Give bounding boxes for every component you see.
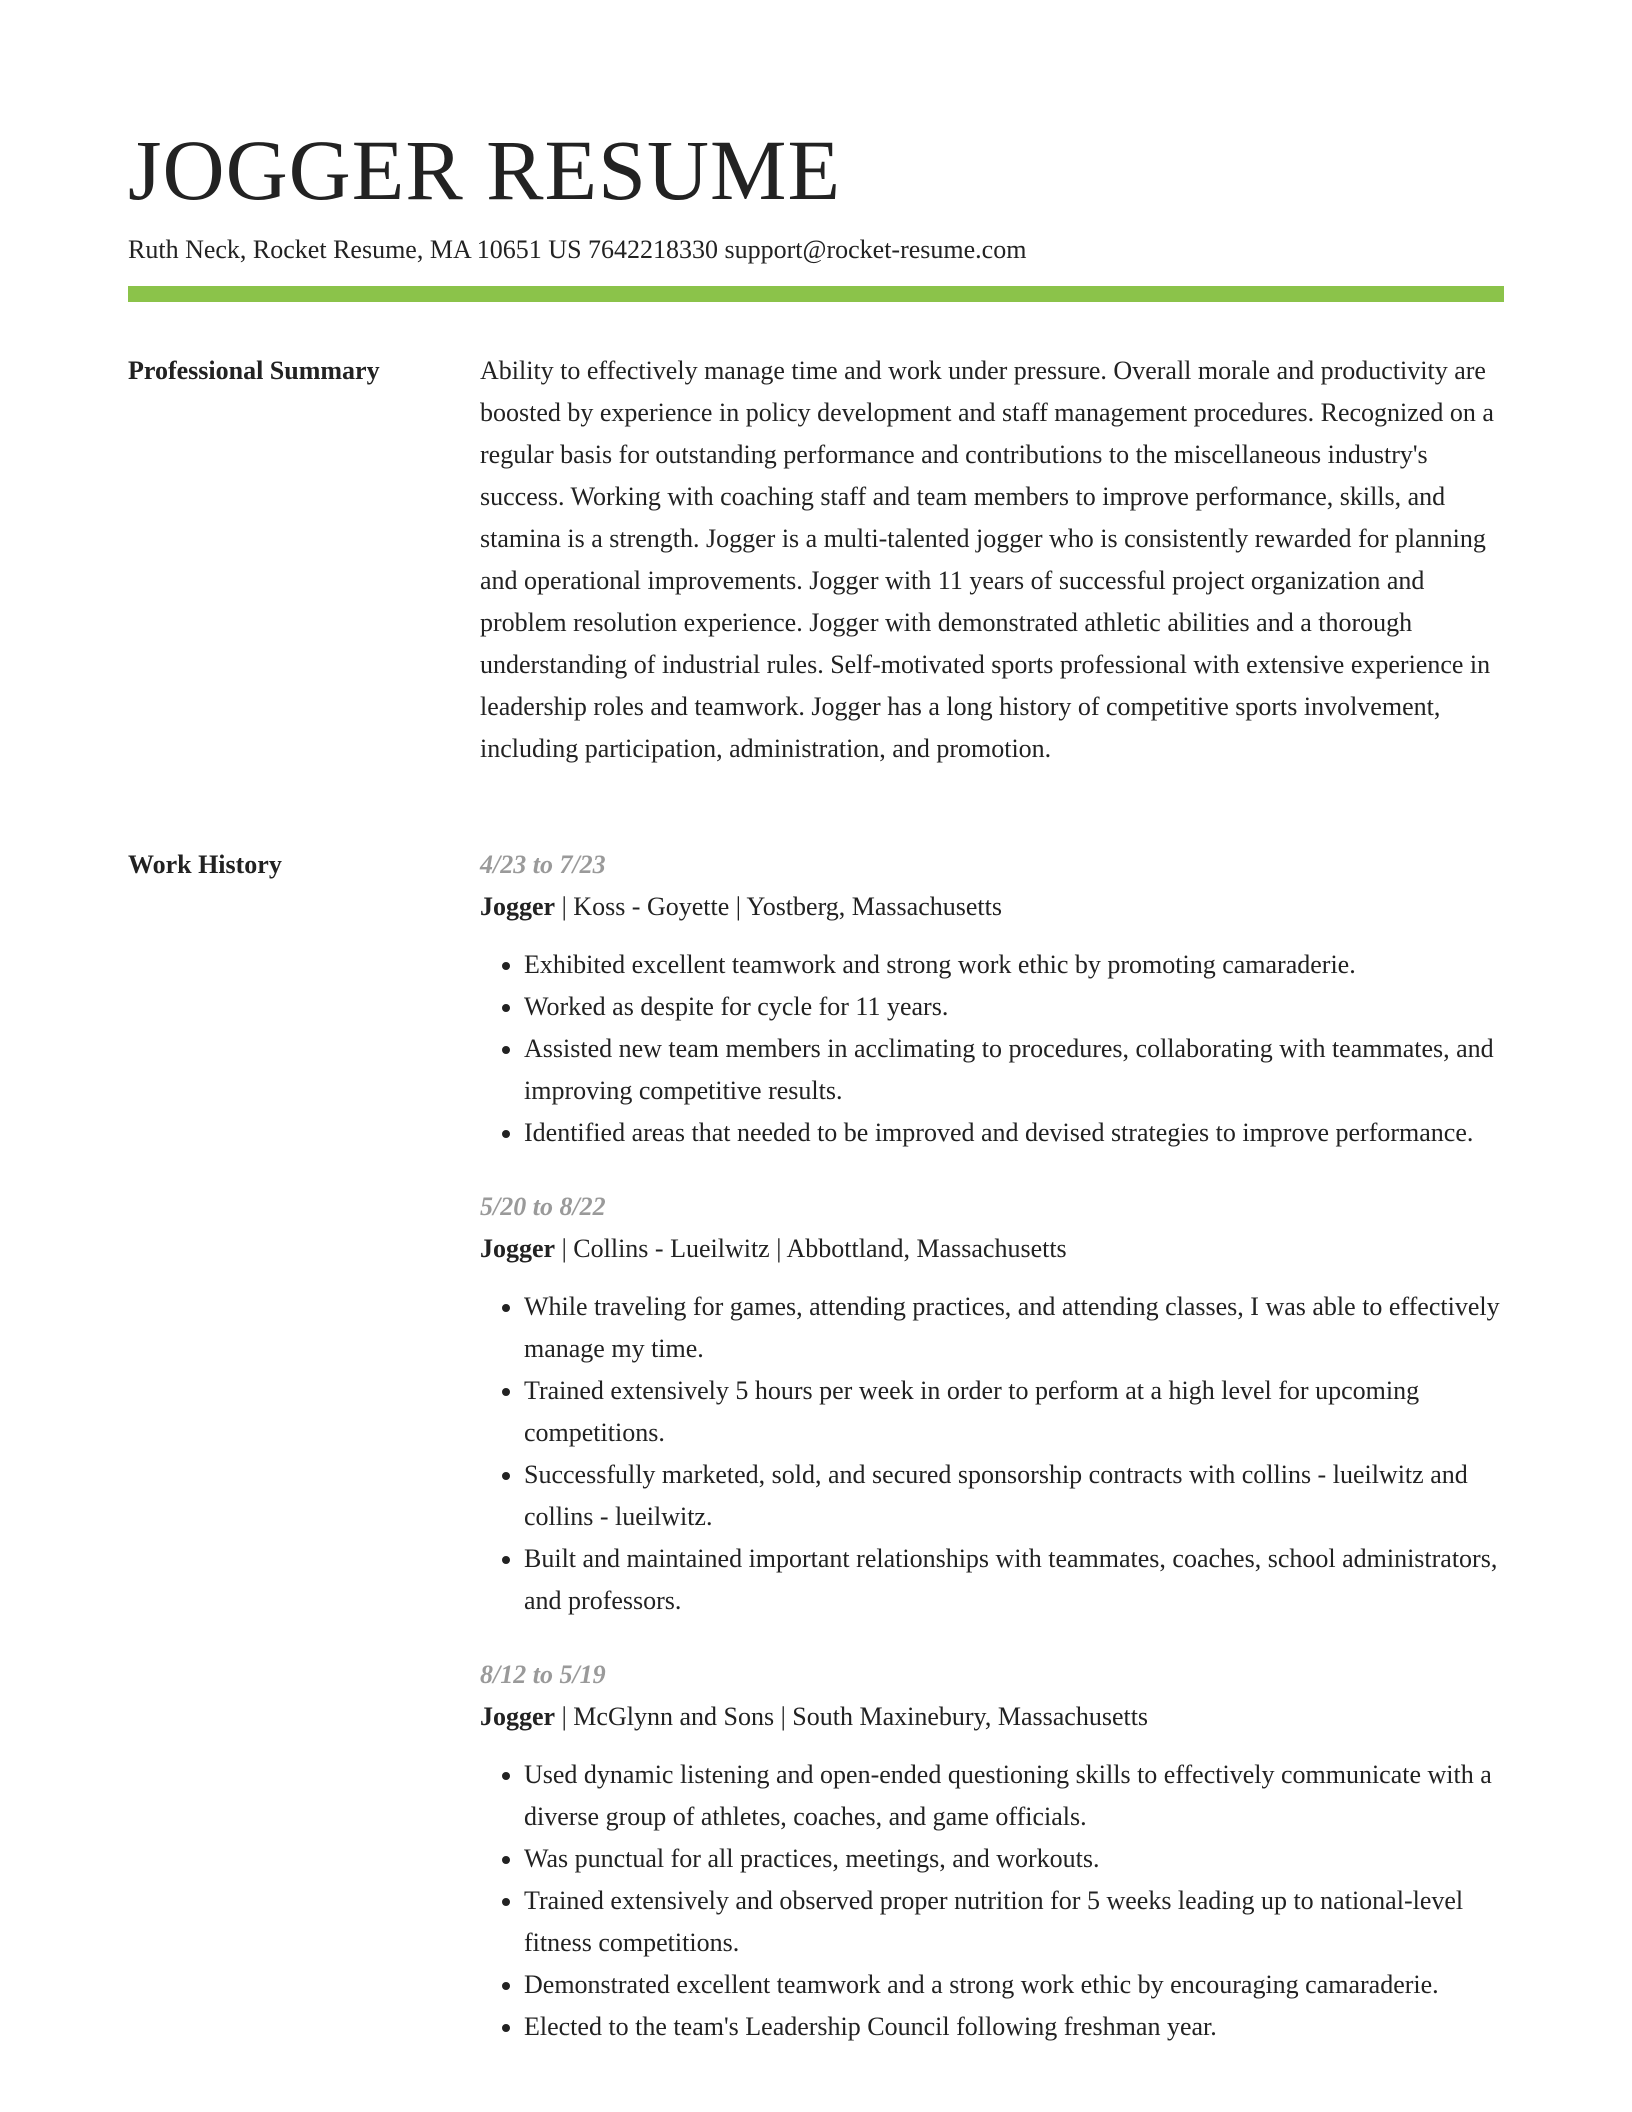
job-bullet: • Built and maintained important relationships with teammates, coaches, school administrators, and professors. (524, 1538, 1504, 1622)
job-entry (480, 1186, 1504, 1622)
contact-line: Ruth Neck, Rocket Resume, MA 10651 US 7642218330 support@rocket-resume.com (128, 235, 1027, 264)
job-details: | Collins - Lueilwitz | Abbottland, Massachusetts (555, 1234, 1067, 1263)
job-bullet: • Used dynamic listening and open-ended questioning skills to effectively communicate with a diverse group of athletes, coaches, and game officials. (524, 1754, 1504, 1838)
job-bullet-list (480, 1286, 1504, 1622)
job-bullet: • While traveling for games, attending practices, and attending classes, I was able to effectively manage my time. (524, 1286, 1504, 1370)
job-title-line (480, 1228, 1504, 1270)
job-title: Jogger (480, 892, 556, 921)
job-title-line (480, 886, 1504, 928)
job-entry (480, 844, 1504, 1154)
job-bullet: • Trained extensively and observed proper nutrition for 5 weeks leading up to national-level fitness competitions. (524, 1880, 1504, 1964)
summary-text: Ability to effectively manage time and work under pressure. Overall morale and productivity are boosted by experience in policy development and staff management procedures. Recognized on a regular basis for outstanding performance and contributions to the miscellaneous industry's success. Working with coaching staff and team members to improve performance, skills, and stamina is a strength. Jogger is a multi-talented jogger who is consistently rewarded for planning and operational improvements. Jogger with 11 years of successful project organization and problem resolution experience. Jogger with demonstrated athletic abilities and a thorough understanding of industrial rules. Self-motivated sports professional with extensive experience in leadership roles and teamwork. Jogger has a long history of competitive sports involvement, including participation, administration, and promotion. (480, 356, 1494, 763)
header-divider (128, 286, 1504, 302)
job-bullet: • Successfully marketed, sold, and secured sponsorship contracts with collins - lueilwitz and collins - lueilwitz. (524, 1454, 1504, 1538)
job-title: Jogger (480, 1702, 556, 1731)
summary-section-label: Professional Summary (128, 356, 380, 385)
work-history-content (480, 844, 1504, 2048)
job-dates: 8/12 to 5/19 (480, 1660, 606, 1689)
job-entry (480, 1654, 1504, 2048)
job-details: | McGlynn and Sons | South Maxinebury, Massachusetts (555, 1702, 1149, 1731)
summary-content (480, 350, 1504, 770)
job-bullet: • Identified areas that needed to be improved and devised strategies to improve performance. (524, 1112, 1504, 1154)
job-dates: 5/20 to 8/22 (480, 1192, 606, 1221)
resume-title: JOGGER RESUME (128, 122, 842, 218)
job-bullet: • Was punctual for all practices, meetings, and workouts. (524, 1838, 1504, 1880)
job-bullet-list (480, 1754, 1504, 2048)
job-bullet: • Trained extensively 5 hours per week in order to perform at a high level for upcoming competitions. (524, 1370, 1504, 1454)
job-bullet-list (480, 944, 1504, 1154)
job-bullet: • Assisted new team members in acclimating to procedures, collaborating with teammates, and improving competitive results. (524, 1028, 1504, 1112)
job-bullet: • Demonstrated excellent teamwork and a strong work ethic by encouraging camaraderie. (524, 1964, 1504, 2006)
job-details: | Koss - Goyette | Yostberg, Massachusetts (555, 892, 1002, 921)
job-bullet: • Exhibited excellent teamwork and strong work ethic by promoting camaraderie. (524, 944, 1504, 986)
work-history-section-label: Work History (128, 850, 282, 879)
job-bullet: • Worked as despite for cycle for 11 years. (524, 986, 1504, 1028)
job-title-line (480, 1696, 1504, 1738)
job-dates: 4/23 to 7/23 (480, 850, 606, 879)
job-bullet: • Elected to the team's Leadership Council following freshman year. (524, 2006, 1504, 2048)
job-title: Jogger (480, 1234, 556, 1263)
